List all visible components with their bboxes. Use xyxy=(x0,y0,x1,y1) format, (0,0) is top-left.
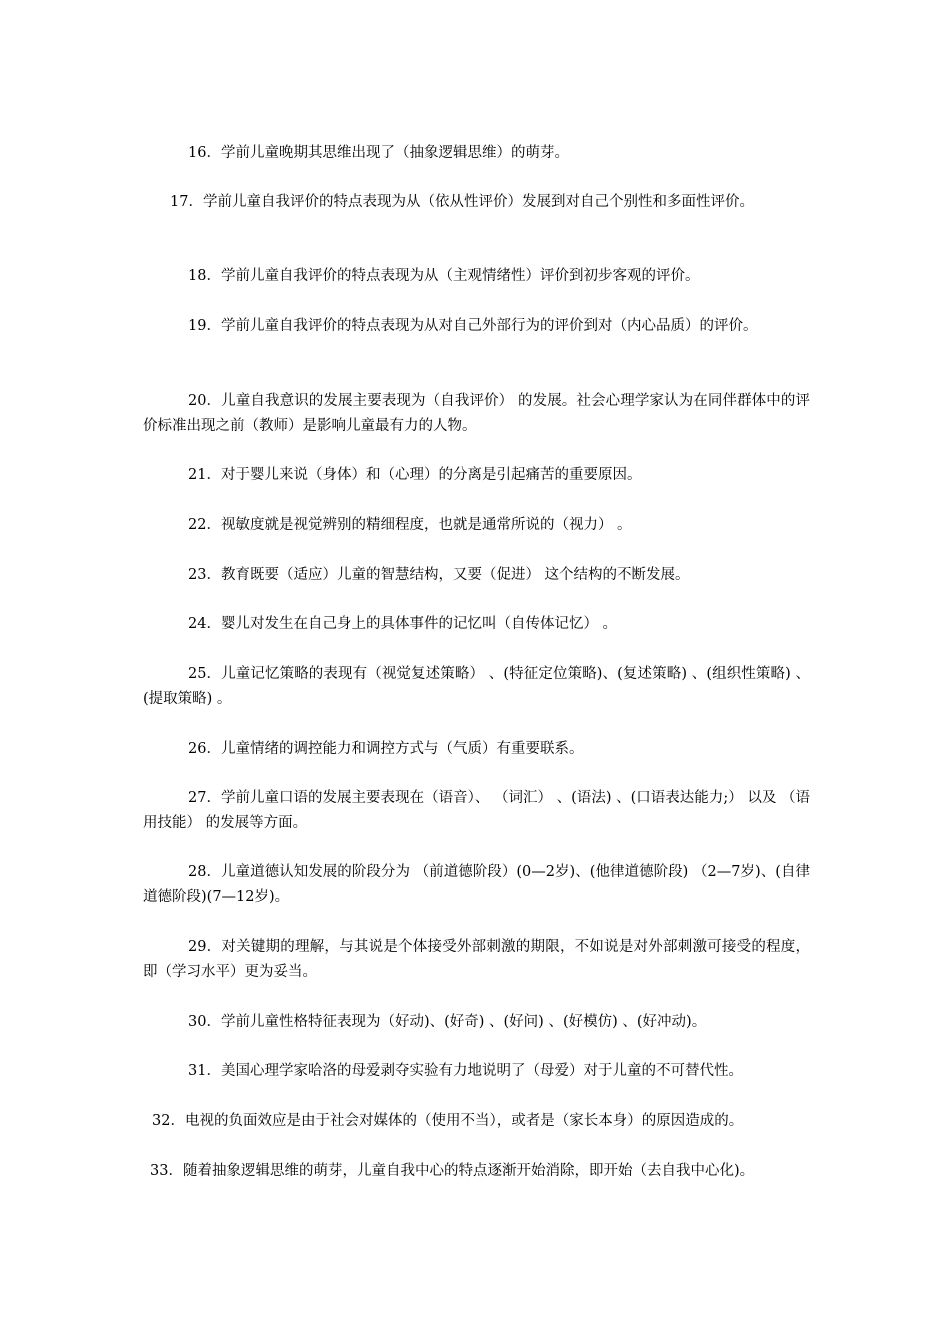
question-18: 18．学前儿童自我评价的特点表现为从（主观情绪性）评价到初步客观的评价。 xyxy=(188,268,700,284)
question-21: 21．对于婴儿来说（身体）和（心理）的分离是引起痛苦的重要原因。 xyxy=(188,467,642,483)
question-17: 17．学前儿童自我评价的特点表现为从（依从性评价）发展到对自己个别性和多面性评价。 xyxy=(170,194,754,210)
question-27: 27．学前儿童口语的发展主要表现在（语音）、 （词汇） 、(语法) 、(口语表达能力;） 以及 （语用技能） 的发展等方面。 xyxy=(143,790,810,831)
question-28: 28．儿童道德认知发展的阶段分为 （前道德阶段）(0—2岁)、(他律道德阶段) （2—7岁)、(自律道德阶段)(7—12岁)。 xyxy=(143,864,810,905)
question-23: 23．教育既要（适应）儿童的智慧结构，又要（促进） 这个结构的不断发展。 xyxy=(188,567,690,583)
question-16: 16．学前儿童晚期其思维出现了（抽象逻辑思维）的萌芽。 xyxy=(188,145,569,161)
question-20: 20．儿童自我意识的发展主要表现为（自我评价） 的发展。社会心理学家认为在同伴群体中的评价标准出现之前（教师）是影响儿童最有力的人物。 xyxy=(143,393,810,434)
question-26: 26．儿童情绪的调控能力和调控方式与（气质）有重要联系。 xyxy=(188,741,584,757)
question-25: 25．儿童记忆策略的表现有（视觉复述策略） 、(特征定位策略)、(复述策略) 、(组织性策略) 、(提取策略) 。 xyxy=(143,666,810,707)
question-24: 24．婴儿对发生在自己身上的具体事件的记忆叫（自传体记忆） 。 xyxy=(188,616,618,632)
question-22: 22．视敏度就是视觉辨别的精细程度，也就是通常所说的（视力） 。 xyxy=(188,517,632,533)
question-31: 31．美国心理学家哈洛的母爱剥夺实验有力地说明了（母爱）对于儿童的不可替代性。 xyxy=(188,1063,743,1079)
question-29: 29．对关键期的理解，与其说是个体接受外部刺激的期限，不如说是对外部刺激可接受的程度，即（学习水平）更为妥当。 xyxy=(143,939,810,980)
question-19: 19．学前儿童自我评价的特点表现为从对自己外部行为的评价到对（内心品质）的评价。 xyxy=(188,318,758,334)
question-33: 33．随着抽象逻辑思维的萌芽，儿童自我中心的特点逐渐开始消除，即开始（去自我中心化)。 xyxy=(150,1163,755,1179)
question-30: 30．学前儿童性格特征表现为（好动)、(好奇) 、(好问) 、(好模仿) 、(好冲动)。 xyxy=(188,1014,707,1030)
question-32: 32．电视的负面效应是由于社会对媒体的（使用不当），或者是（家长本身）的原因造成的。 xyxy=(152,1113,744,1129)
